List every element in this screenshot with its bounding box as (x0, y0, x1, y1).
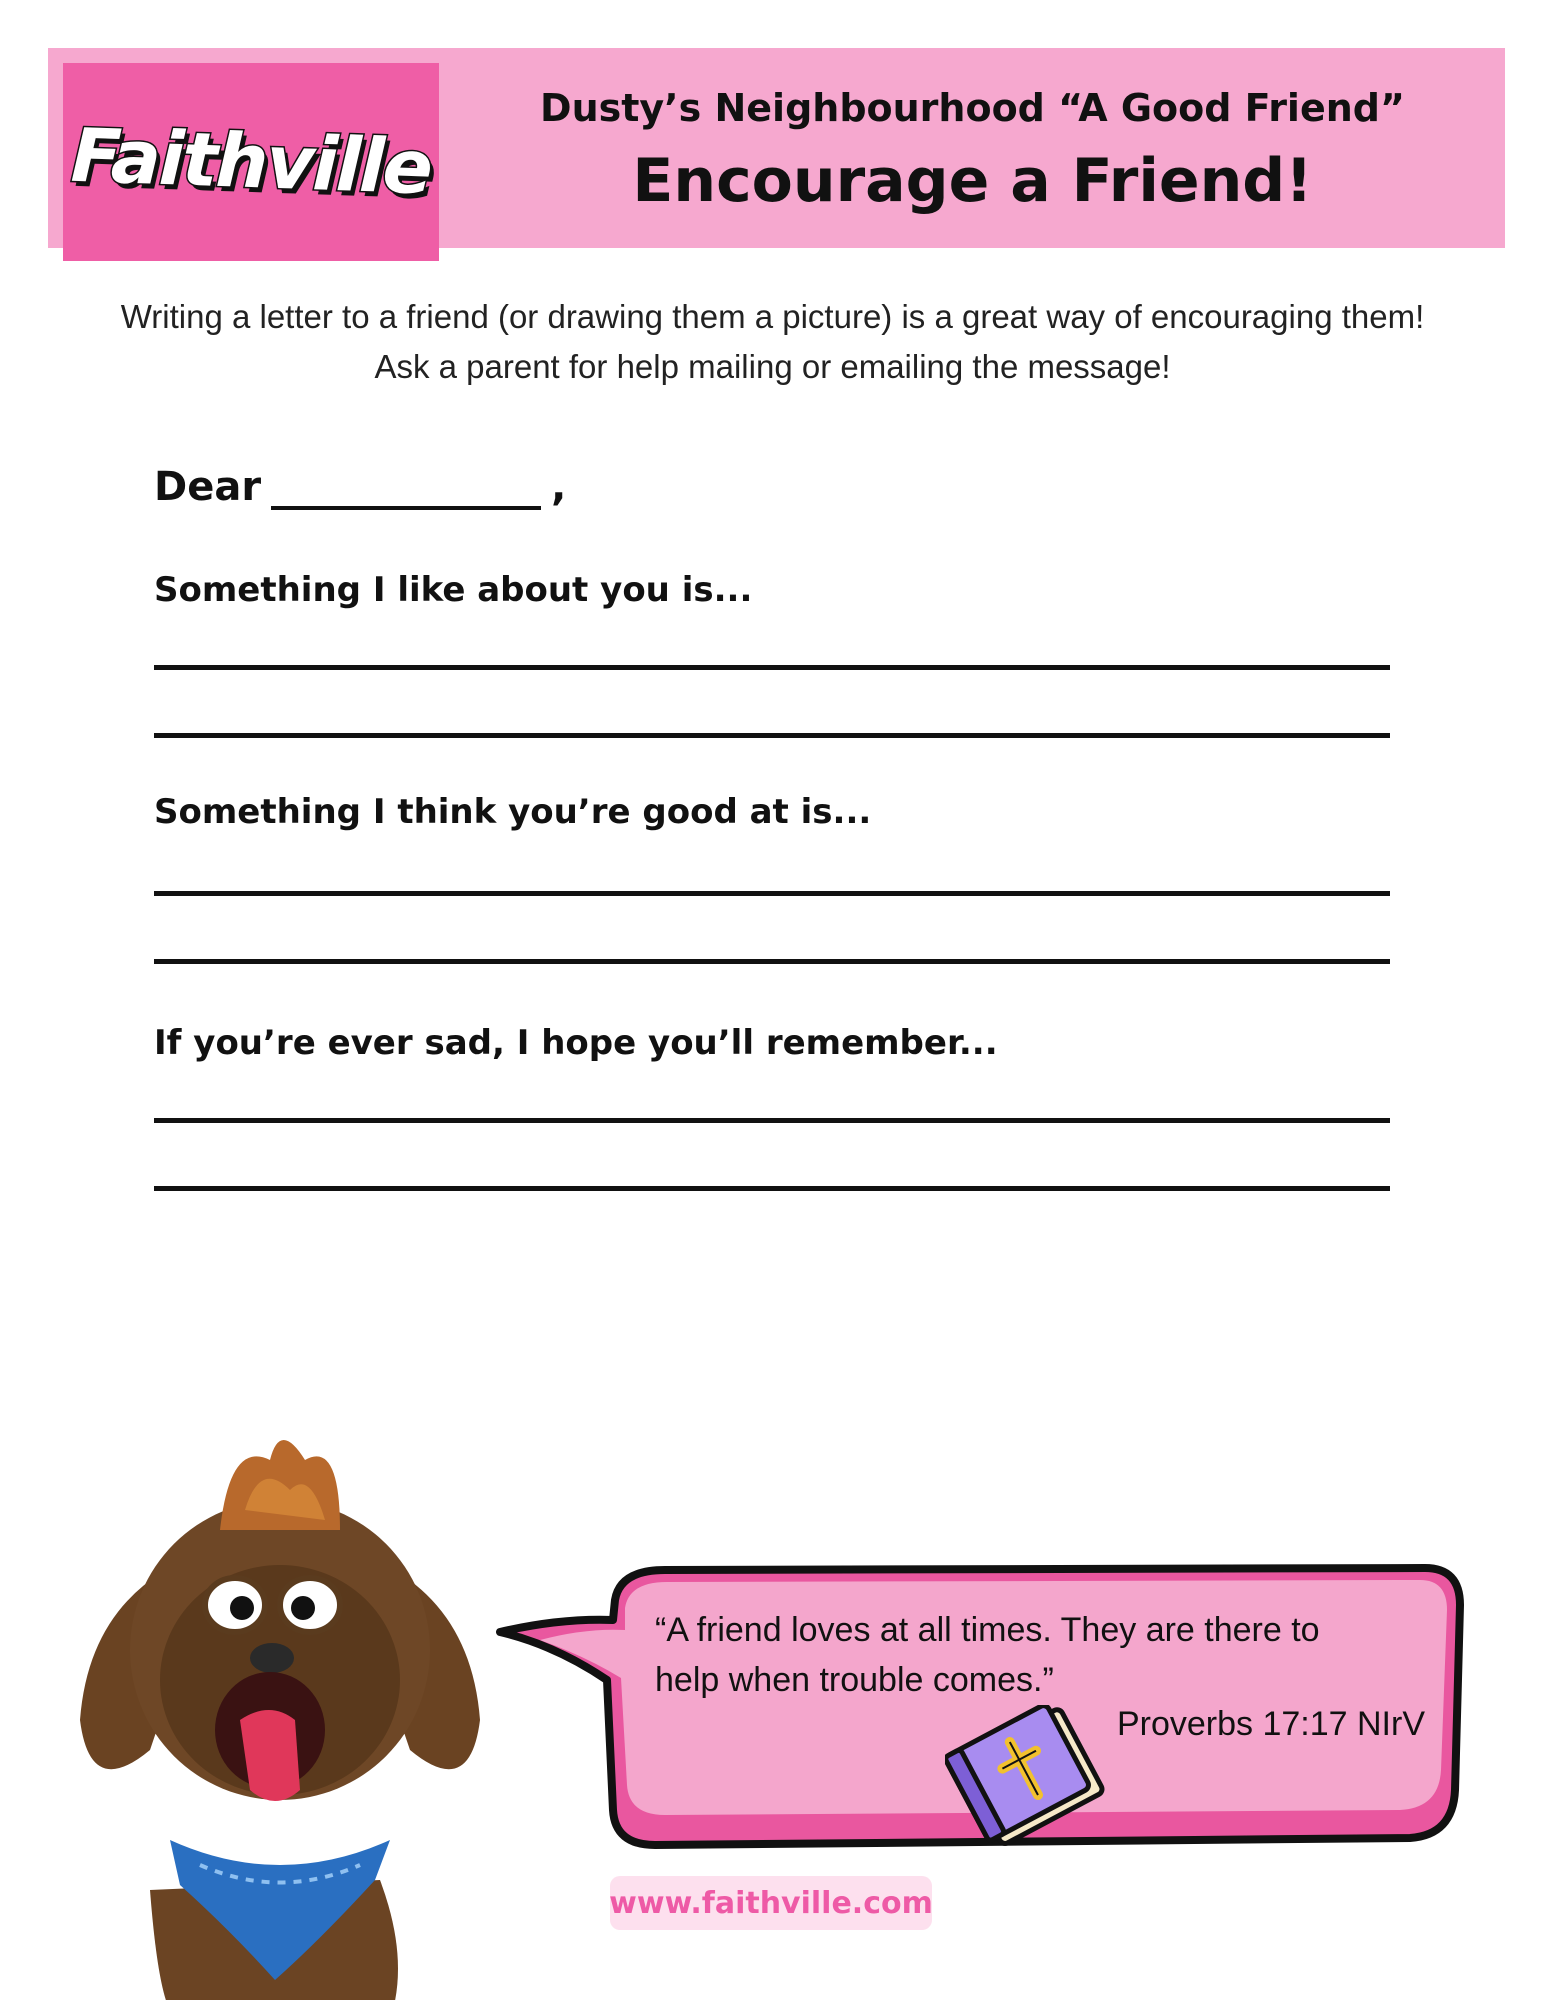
writing-line[interactable] (154, 665, 1390, 670)
writing-line[interactable] (154, 891, 1390, 896)
salutation-label: Dear (154, 464, 262, 510)
header-subtitle: Dusty’s Neighbourhood “A Good Friend” (540, 86, 1405, 130)
writing-line[interactable] (154, 959, 1390, 964)
website-badge (610, 1876, 932, 1930)
intro-line-1: Writing a letter to a friend (or drawing them a picture) is a great way of encouraging them! (120, 298, 1425, 335)
writing-line[interactable] (154, 733, 1390, 738)
intro-line-2: Ask a parent for help mailing or emailing the message! (374, 348, 1171, 385)
logo-box (63, 63, 439, 261)
salutation-comma: , (551, 464, 567, 510)
dog-puppet-illustration (60, 1420, 500, 2000)
prompt-like-about-you: Something I like about you is... (154, 570, 753, 610)
intro-text (60, 292, 1485, 392)
page-title: Encourage a Friend! (632, 146, 1313, 216)
bible-quote (655, 1605, 1415, 1705)
verse-reference: Proverbs 17:17 NIrV (1116, 1705, 1425, 1743)
prompt-good-at: Something I think you’re good at is... (154, 792, 872, 832)
bible-book-icon (945, 1705, 1115, 1855)
writing-line[interactable] (154, 1186, 1390, 1191)
writing-line[interactable] (154, 1118, 1390, 1123)
recipient-name-blank[interactable] (271, 462, 541, 510)
prompt-if-sad: If you’re ever sad, I hope you’ll remember... (154, 1023, 998, 1063)
website-link[interactable]: www.faithville.com (609, 1885, 933, 1921)
quote-line-1: “A friend loves at all times. They are there to (655, 1611, 1320, 1649)
quote-line-2: help when trouble comes.” (655, 1661, 1054, 1699)
faithville-logo: Faithville (69, 112, 433, 212)
salutation (154, 462, 566, 510)
